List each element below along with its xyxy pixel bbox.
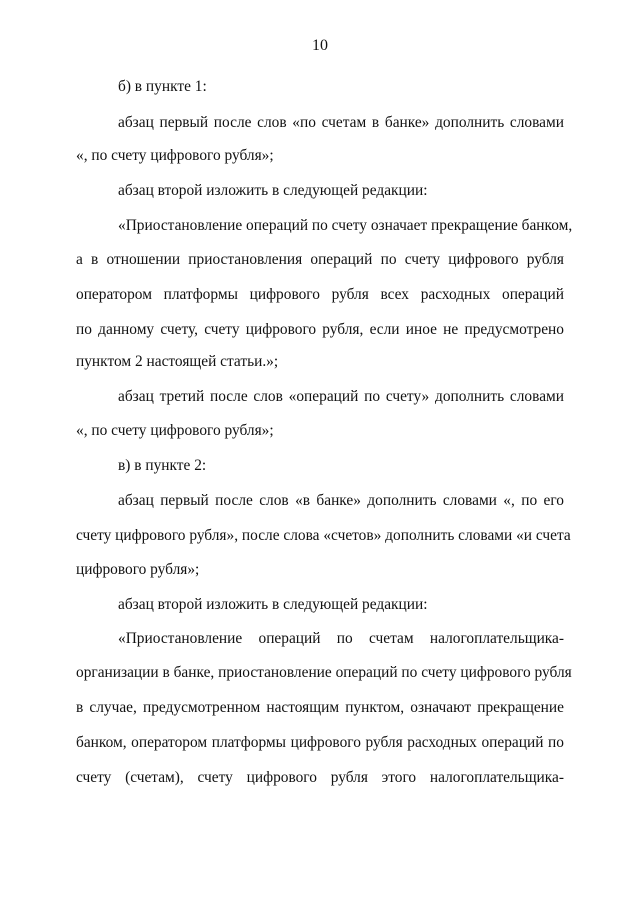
- text-line: «Приостановление операций по счетам налогоплательщика-: [118, 630, 564, 647]
- text-line: абзац второй изложить в следующей редакции:: [118, 182, 428, 199]
- text-line: абзац первый после слов «в банке» дополнить словами «, по его: [118, 492, 564, 509]
- text-line: «, по счету цифрового рубля»;: [76, 422, 274, 439]
- text-line: абзац второй изложить в следующей редакции:: [118, 596, 428, 613]
- text-line: счету цифрового рубля», после слова «счетов» дополнить словами «и счета: [76, 527, 571, 544]
- text-line: банком, оператором платформы цифрового рубля расходных операций по: [76, 734, 564, 751]
- text-line: счету (счетам), счету цифрового рубля этого налогоплательщика-: [76, 769, 564, 786]
- text-line: абзац третий после слов «операций по счету» дополнить словами: [118, 388, 564, 405]
- text-line: организации в банке, приостановление операций по счету цифрового рубля: [76, 664, 572, 681]
- text-line: по данному счету, счету цифрового рубля, если иное не предусмотрено: [76, 321, 564, 338]
- text-line: в случае, предусмотренном настоящим пунктом, означают прекращение: [76, 699, 564, 716]
- text-line: «, по счету цифрового рубля»;: [76, 147, 274, 164]
- text-line: абзац первый после слов «по счетам в банке» дополнить словами: [118, 114, 564, 131]
- text-line: пунктом 2 настоящей статьи.»;: [76, 353, 279, 370]
- text-line: цифрового рубля»;: [76, 561, 200, 578]
- page-number: 10: [312, 37, 328, 54]
- text-line: «Приостановление операций по счету означает прекращение банком,: [118, 217, 573, 234]
- text-line: оператором платформы цифрового рубля всех расходных операций: [76, 286, 564, 303]
- text-line: а в отношении приостановления операций по счету цифрового рубля: [76, 251, 564, 268]
- text-line: в) в пункте 2:: [118, 457, 207, 474]
- text-line: б) в пункте 1:: [118, 78, 207, 95]
